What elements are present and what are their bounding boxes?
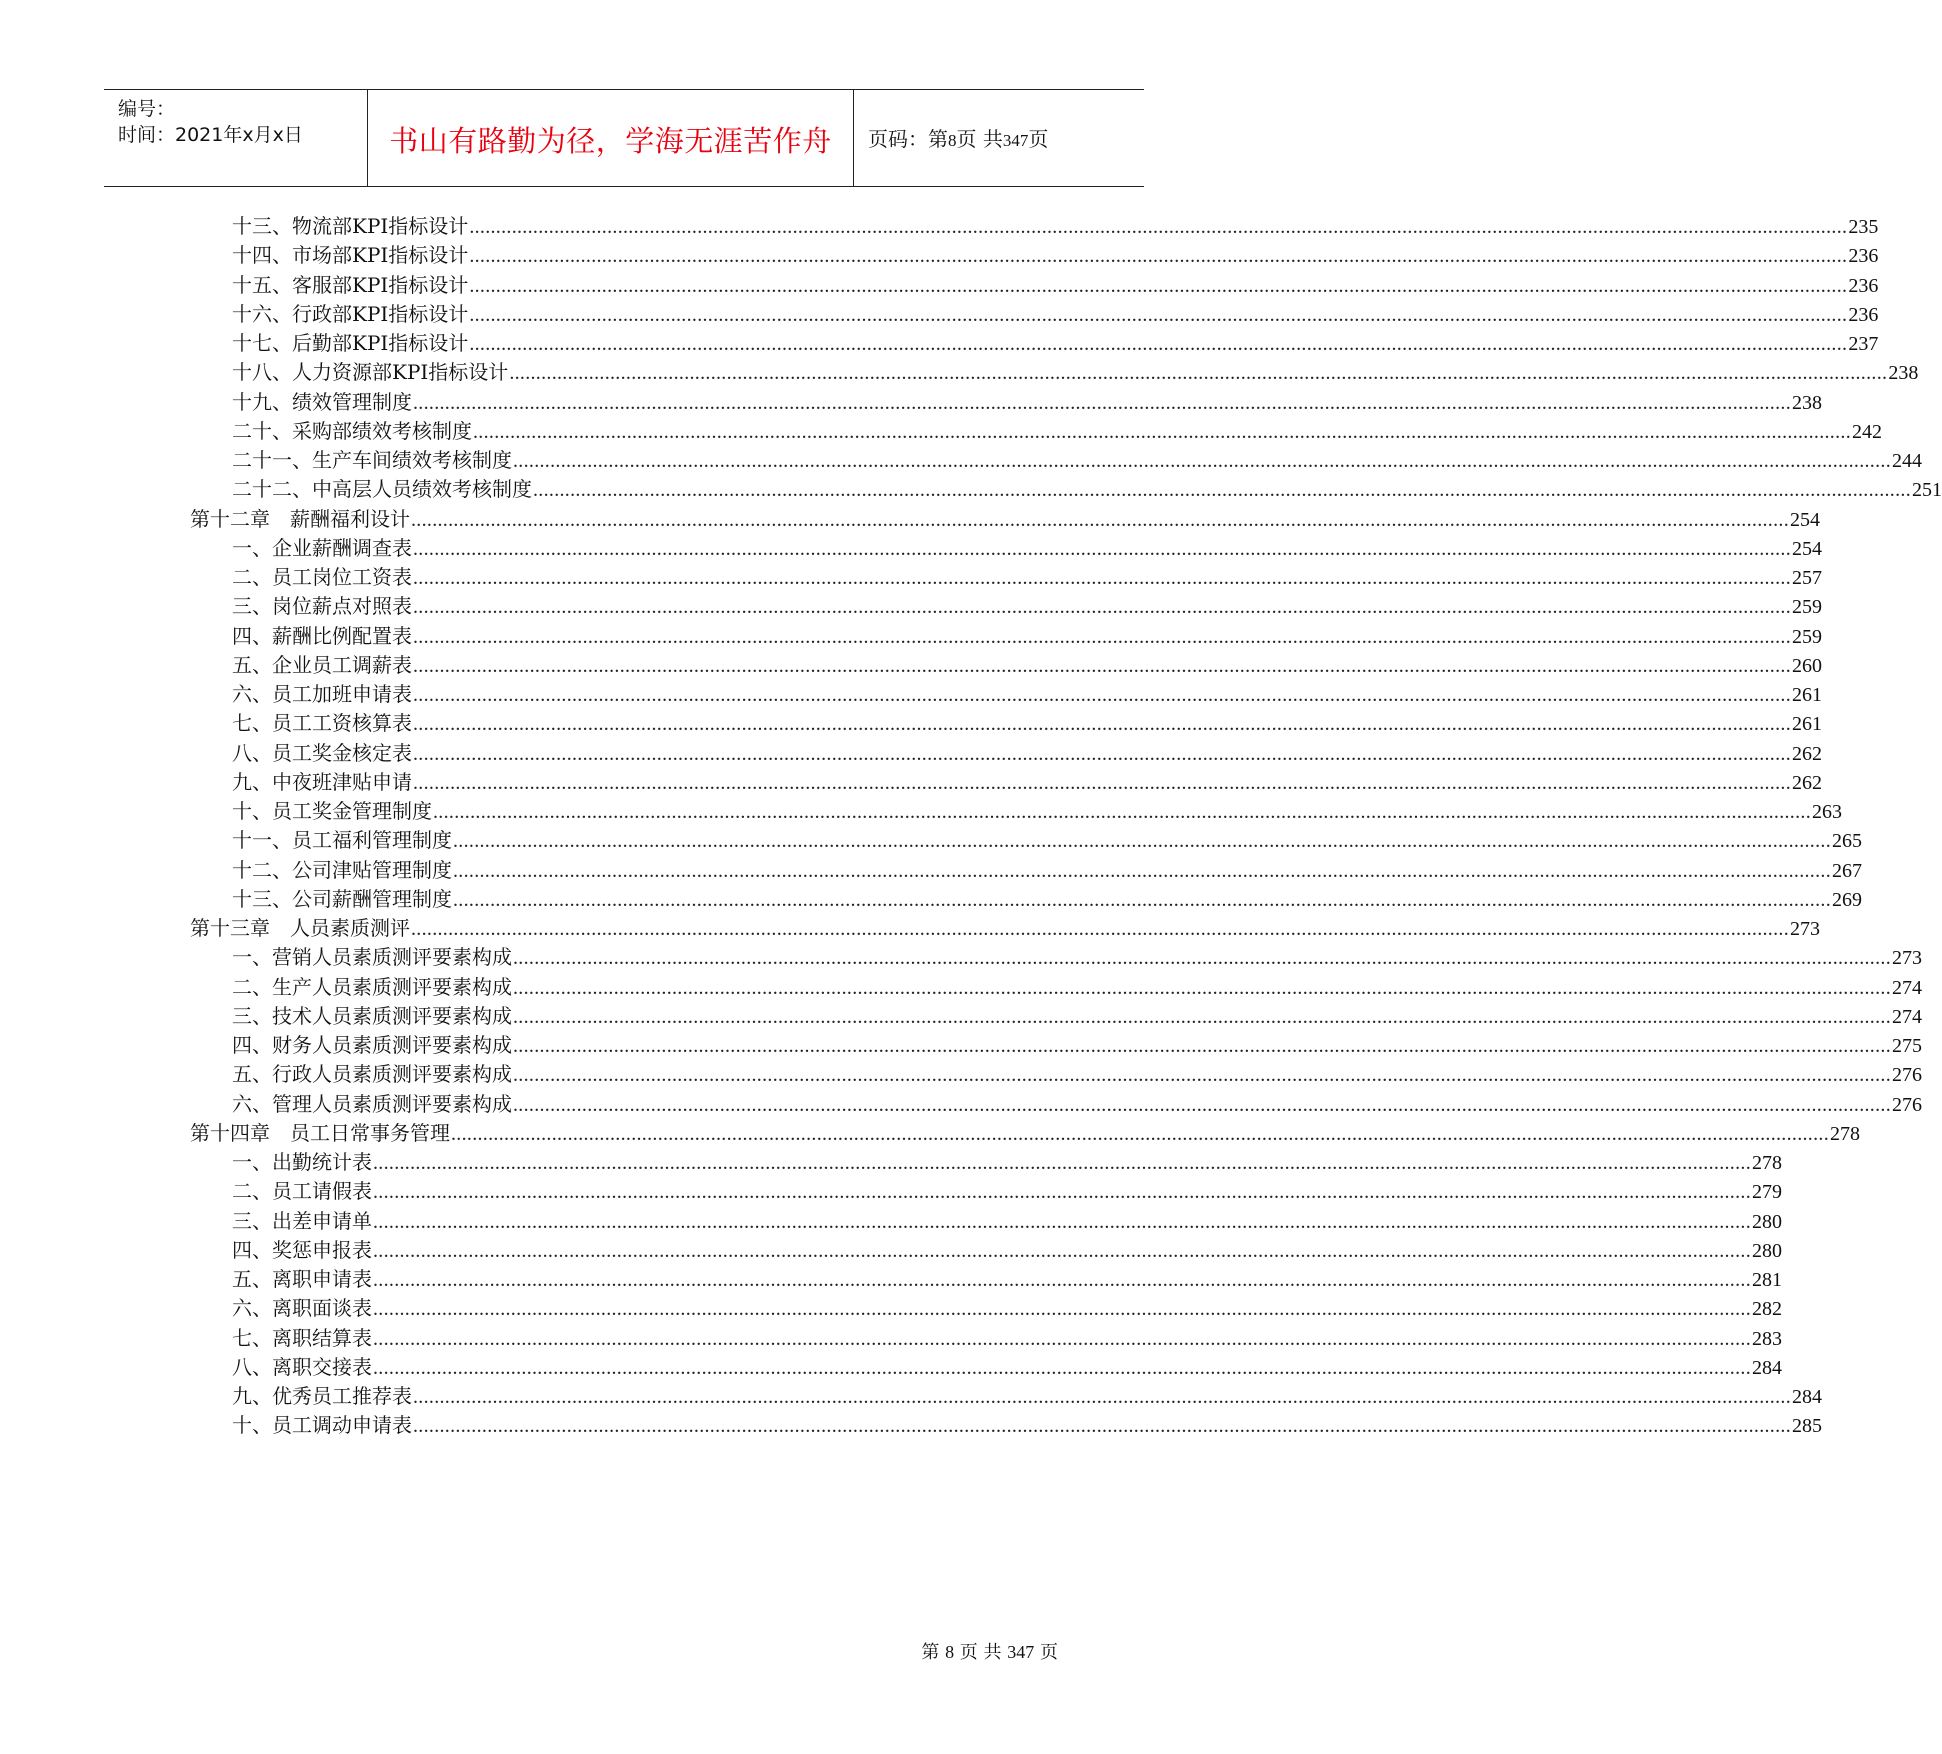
toc-dot-leader: .................................................................................................................................................................................................................................................................... bbox=[413, 742, 1791, 765]
toc-dot-leader: .................................................................................................................................................................................................................................................................... bbox=[453, 859, 1831, 882]
toc-dot-leader: .................................................................................................................................................................................................................................................................... bbox=[469, 245, 1848, 268]
toc-section-entry[interactable] bbox=[232, 709, 1822, 737]
toc-chapter-entry[interactable] bbox=[190, 505, 1820, 533]
toc-entry-label: 十七、后勤部KPI指标设计 bbox=[232, 331, 469, 355]
toc-entry-label: 一、营销人员素质测评要素构成 bbox=[232, 945, 512, 970]
toc-dot-leader: .................................................................................................................................................................................................................................................................... bbox=[373, 1269, 1751, 1291]
toc-section-entry[interactable] bbox=[232, 680, 1822, 708]
toc-entry-label: 十四、市场部KPI指标设计 bbox=[232, 243, 469, 268]
toc-section-entry[interactable] bbox=[232, 797, 1842, 825]
toc-section-entry[interactable] bbox=[232, 534, 1822, 562]
toc-section-entry[interactable] bbox=[232, 1002, 1922, 1030]
toc-entry-page-number: 273 bbox=[1790, 918, 1820, 940]
toc-entry-label: 二十二、中高层人员绩效考核制度 bbox=[232, 477, 532, 502]
toc-entry-label: 一、出勤统计表 bbox=[232, 1150, 372, 1174]
toc-section-entry[interactable] bbox=[232, 563, 1822, 591]
header-motto-cell bbox=[368, 90, 854, 186]
toc-dot-leader: .................................................................................................................................................................................................................................................................... bbox=[413, 1415, 1791, 1438]
toc-entry-label: 十、员工调动申请表 bbox=[232, 1413, 412, 1438]
toc-entry-label: 三、技术人员素质测评要素构成 bbox=[232, 1003, 512, 1028]
toc-entry-page-number: 236 bbox=[1848, 245, 1879, 268]
header-meta-cell bbox=[104, 90, 368, 186]
toc-section-entry[interactable] bbox=[232, 943, 1922, 971]
toc-entry-label: 十三、物流部KPI指标设计 bbox=[232, 214, 469, 238]
toc-section-entry[interactable] bbox=[232, 271, 1879, 299]
toc-dot-leader: .................................................................................................................................................................................................................................................................... bbox=[413, 391, 1791, 414]
toc-entry-label: 九、中夜班津贴申请 bbox=[232, 769, 412, 794]
toc-entry-page-number: 262 bbox=[1792, 742, 1822, 765]
toc-dot-leader: .................................................................................................................................................................................................................................................................... bbox=[373, 1181, 1751, 1204]
toc-dot-leader: .................................................................................................................................................................................................................................................................... bbox=[453, 888, 1831, 911]
toc-entry-page-number: 274 bbox=[1892, 976, 1922, 999]
page-header bbox=[104, 89, 1144, 187]
toc-dot-leader: .................................................................................................................................................................................................................................................................... bbox=[373, 1152, 1751, 1174]
toc-entry-page-number: 235 bbox=[1848, 216, 1879, 238]
toc-entry-page-number: 263 bbox=[1812, 801, 1842, 823]
header-page-suffix: 页 bbox=[1028, 127, 1049, 151]
document-time-label: 时间：2021年x月x日 bbox=[118, 124, 303, 146]
toc-dot-leader: .................................................................................................................................................................................................................................................................... bbox=[413, 625, 1791, 648]
header-page-prefix: 页码：第 bbox=[868, 127, 948, 151]
footer-suffix: 页 bbox=[1040, 1642, 1058, 1663]
toc-dot-leader: .................................................................................................................................................................................................................................................................... bbox=[513, 947, 1891, 970]
toc-entry-label: 八、员工奖金核定表 bbox=[232, 740, 412, 765]
toc-section-entry[interactable] bbox=[232, 1353, 1782, 1381]
toc-entry-page-number: 242 bbox=[1852, 420, 1882, 443]
toc-section-entry[interactable] bbox=[232, 1177, 1782, 1205]
toc-dot-leader: .................................................................................................................................................................................................................................................................... bbox=[513, 450, 1891, 472]
toc-entry-page-number: 265 bbox=[1832, 830, 1862, 853]
toc-dot-leader: .................................................................................................................................................................................................................................................................... bbox=[469, 303, 1848, 326]
toc-entry-page-number: 280 bbox=[1752, 1210, 1782, 1233]
toc-section-entry[interactable] bbox=[232, 329, 1879, 357]
toc-entry-label: 三、出差申请单 bbox=[232, 1208, 372, 1233]
toc-entry-label: 二、员工岗位工资表 bbox=[232, 565, 412, 589]
toc-entry-page-number: 236 bbox=[1848, 274, 1879, 297]
toc-dot-leader: .................................................................................................................................................................................................................................................................... bbox=[413, 684, 1791, 706]
toc-entry-label: 第十三章 人员素质测评 bbox=[190, 916, 410, 940]
toc-entry-page-number: 274 bbox=[1892, 1005, 1922, 1028]
toc-entry-page-number: 261 bbox=[1792, 684, 1822, 706]
toc-entry-page-number: 276 bbox=[1892, 1093, 1922, 1116]
toc-entry-label: 四、薪酬比例配置表 bbox=[232, 623, 412, 648]
header-motto: 书山有路勤为径，学海无涯苦作舟 bbox=[389, 124, 832, 158]
toc-dot-leader: .................................................................................................................................................................................................................................................................... bbox=[533, 479, 1911, 502]
toc-section-entry[interactable] bbox=[232, 1207, 1782, 1235]
toc-dot-leader: .................................................................................................................................................................................................................................................................... bbox=[373, 1239, 1751, 1262]
toc-dot-leader: .................................................................................................................................................................................................................................................................... bbox=[373, 1327, 1751, 1350]
toc-section-entry[interactable] bbox=[232, 212, 1879, 240]
toc-dot-leader: .................................................................................................................................................................................................................................................................... bbox=[373, 1298, 1751, 1321]
toc-entry-label: 五、行政人员素质测评要素构成 bbox=[232, 1062, 512, 1087]
header-page-total: 347 bbox=[1002, 131, 1029, 150]
toc-section-entry[interactable] bbox=[232, 446, 1922, 474]
toc-entry-page-number: 278 bbox=[1830, 1122, 1860, 1145]
toc-entry-page-number: 260 bbox=[1792, 654, 1822, 677]
toc-entry-page-number: 284 bbox=[1752, 1356, 1782, 1379]
page-footer bbox=[0, 1638, 1058, 1664]
toc-entry-label: 十三、公司薪酬管理制度 bbox=[232, 886, 452, 911]
toc-entry-page-number: 283 bbox=[1752, 1327, 1782, 1350]
toc-entry-label: 五、离职申请表 bbox=[232, 1267, 372, 1291]
toc-section-entry[interactable] bbox=[232, 739, 1822, 767]
toc-section-entry[interactable] bbox=[232, 241, 1879, 269]
toc-entry-page-number: 267 bbox=[1832, 859, 1862, 882]
toc-entry-page-number: 282 bbox=[1752, 1298, 1782, 1321]
toc-entry-label: 八、离职交接表 bbox=[232, 1354, 372, 1379]
toc-entry-label: 一、企业薪酬调查表 bbox=[232, 535, 412, 560]
toc-entry-label: 四、财务人员素质测评要素构成 bbox=[232, 1033, 512, 1057]
toc-section-entry[interactable] bbox=[232, 1090, 1922, 1118]
toc-dot-leader: .................................................................................................................................................................................................................................................................... bbox=[413, 567, 1791, 589]
toc-dot-leader: .................................................................................................................................................................................................................................................................... bbox=[469, 216, 1848, 238]
toc-entry-label: 三、岗位薪点对照表 bbox=[232, 594, 412, 619]
toc-dot-leader: .................................................................................................................................................................................................................................................................... bbox=[469, 333, 1848, 355]
toc-entry-page-number: 279 bbox=[1752, 1181, 1782, 1204]
toc-section-entry[interactable] bbox=[232, 856, 1862, 884]
toc-section-entry[interactable] bbox=[232, 1324, 1782, 1352]
toc-dot-leader: .................................................................................................................................................................................................................................................................... bbox=[473, 420, 1851, 443]
toc-section-entry[interactable] bbox=[232, 651, 1822, 679]
toc-dot-leader: .................................................................................................................................................................................................................................................................... bbox=[513, 1064, 1891, 1087]
toc-entry-page-number: 280 bbox=[1752, 1239, 1782, 1262]
toc-section-entry[interactable] bbox=[232, 300, 1879, 328]
toc-entry-label: 五、企业员工调薪表 bbox=[232, 652, 412, 677]
toc-entry-label: 四、奖惩申报表 bbox=[232, 1237, 372, 1262]
toc-entry-page-number: 237 bbox=[1848, 333, 1879, 355]
toc-dot-leader: .................................................................................................................................................................................................................................................................... bbox=[411, 918, 1789, 940]
footer-page-current: 8 bbox=[945, 1642, 955, 1662]
toc-entry-page-number: 238 bbox=[1888, 362, 1919, 385]
toc-entry-label: 十八、人力资源部KPI指标设计 bbox=[232, 360, 509, 385]
toc-section-entry[interactable] bbox=[232, 388, 1822, 416]
toc-section-entry[interactable] bbox=[232, 417, 1882, 445]
header-page-mid: 页 共 bbox=[956, 127, 1003, 151]
toc-entry-label: 十一、员工福利管理制度 bbox=[232, 828, 452, 853]
toc-section-entry[interactable] bbox=[232, 1411, 1822, 1439]
toc-section-entry[interactable] bbox=[232, 885, 1862, 913]
toc-entry-label: 九、优秀员工推荐表 bbox=[232, 1384, 412, 1408]
toc-dot-leader: .................................................................................................................................................................................................................................................................... bbox=[513, 1093, 1891, 1116]
toc-section-entry[interactable] bbox=[232, 973, 1922, 1001]
toc-dot-leader: .................................................................................................................................................................................................................................................................... bbox=[413, 771, 1791, 794]
footer-page-total: 347 bbox=[1007, 1642, 1035, 1662]
toc-dot-leader: .................................................................................................................................................................................................................................................................... bbox=[413, 654, 1791, 677]
toc-entry-label: 二十、采购部绩效考核制度 bbox=[232, 418, 472, 443]
header-page-cell bbox=[854, 90, 1144, 186]
toc-entry-label: 七、离职结算表 bbox=[232, 1325, 372, 1350]
toc-chapter-entry[interactable] bbox=[190, 1119, 1860, 1147]
toc-entry-label: 十五、客服部KPI指标设计 bbox=[232, 272, 469, 297]
toc-section-entry[interactable] bbox=[232, 1060, 1922, 1088]
toc-section-entry[interactable] bbox=[232, 1265, 1782, 1293]
toc-dot-leader: .................................................................................................................................................................................................................................................................... bbox=[433, 801, 1811, 823]
toc-dot-leader: .................................................................................................................................................................................................................................................................... bbox=[413, 713, 1791, 736]
toc-entry-page-number: 238 bbox=[1792, 391, 1822, 414]
toc-entry-page-number: 285 bbox=[1792, 1415, 1822, 1438]
footer-page-mid: 页 共 bbox=[959, 1642, 1002, 1663]
toc-dot-leader: .................................................................................................................................................................................................................................................................... bbox=[373, 1210, 1751, 1233]
toc-section-entry[interactable] bbox=[232, 358, 1919, 386]
toc-entry-label: 十二、公司津贴管理制度 bbox=[232, 857, 452, 882]
toc-entry-page-number: 278 bbox=[1752, 1152, 1782, 1174]
toc-entry-label: 第十二章 薪酬福利设计 bbox=[190, 506, 410, 531]
toc-entry-page-number: 281 bbox=[1752, 1269, 1782, 1291]
toc-entry-label: 六、离职面谈表 bbox=[232, 1296, 372, 1321]
toc-section-entry[interactable] bbox=[232, 768, 1822, 796]
toc-section-entry[interactable] bbox=[232, 622, 1822, 650]
toc-dot-leader: .................................................................................................................................................................................................................................................................... bbox=[453, 830, 1831, 853]
toc-entry-page-number: 257 bbox=[1792, 567, 1822, 589]
toc-entry-page-number: 259 bbox=[1792, 625, 1822, 648]
toc-section-entry[interactable] bbox=[232, 1236, 1782, 1264]
toc-section-entry[interactable] bbox=[232, 1031, 1922, 1059]
toc-entry-label: 二十一、生产车间绩效考核制度 bbox=[232, 448, 512, 472]
toc-entry-page-number: 262 bbox=[1792, 771, 1822, 794]
toc-entry-label: 七、员工工资核算表 bbox=[232, 711, 412, 736]
toc-entry-label: 第十四章 员工日常事务管理 bbox=[190, 1120, 450, 1145]
toc-entry-label: 十九、绩效管理制度 bbox=[232, 389, 412, 414]
toc-section-entry[interactable] bbox=[232, 826, 1862, 854]
toc-entry-page-number: 244 bbox=[1892, 450, 1922, 472]
toc-dot-leader: .................................................................................................................................................................................................................................................................... bbox=[411, 508, 1789, 531]
footer-prefix: 第 bbox=[921, 1642, 940, 1663]
toc-entry-label: 十、员工奖金管理制度 bbox=[232, 799, 432, 823]
toc-entry-page-number: 273 bbox=[1892, 947, 1922, 970]
document-number-label: 编号： bbox=[118, 98, 176, 120]
toc-section-entry[interactable] bbox=[232, 1382, 1822, 1410]
toc-entry-page-number: 276 bbox=[1892, 1064, 1922, 1087]
header-page-code bbox=[868, 123, 1048, 152]
toc-entry-page-number: 261 bbox=[1792, 713, 1822, 736]
toc-dot-leader: .................................................................................................................................................................................................................................................................... bbox=[513, 1035, 1891, 1057]
toc-entry-page-number: 251 bbox=[1912, 479, 1942, 502]
toc-entry-label: 十六、行政部KPI指标设计 bbox=[232, 301, 469, 326]
toc-section-entry[interactable] bbox=[232, 1148, 1782, 1176]
toc-entry-page-number: 275 bbox=[1892, 1035, 1922, 1057]
toc-entry-label: 二、生产人员素质测评要素构成 bbox=[232, 974, 512, 999]
toc-dot-leader: .................................................................................................................................................................................................................................................................... bbox=[413, 1386, 1791, 1408]
toc-entry-page-number: 236 bbox=[1848, 303, 1879, 326]
toc-chapter-entry[interactable] bbox=[190, 914, 1820, 942]
toc-dot-leader: .................................................................................................................................................................................................................................................................... bbox=[373, 1356, 1751, 1379]
toc-dot-leader: .................................................................................................................................................................................................................................................................... bbox=[469, 274, 1848, 297]
toc-dot-leader: .................................................................................................................................................................................................................................................................... bbox=[413, 537, 1791, 560]
toc-entry-page-number: 259 bbox=[1792, 596, 1822, 619]
toc-dot-leader: .................................................................................................................................................................................................................................................................... bbox=[413, 596, 1791, 619]
toc-dot-leader: .................................................................................................................................................................................................................................................................... bbox=[513, 976, 1891, 999]
toc-section-entry[interactable] bbox=[232, 475, 1942, 503]
toc-entry-label: 六、管理人员素质测评要素构成 bbox=[232, 1091, 512, 1116]
toc-dot-leader: .................................................................................................................................................................................................................................................................... bbox=[513, 1005, 1891, 1028]
toc-entry-page-number: 254 bbox=[1792, 537, 1822, 560]
toc-entry-label: 六、员工加班申请表 bbox=[232, 682, 412, 706]
toc-entry-page-number: 254 bbox=[1790, 508, 1820, 531]
header-page-current: 8 bbox=[948, 131, 957, 150]
toc-entry-label: 二、员工请假表 bbox=[232, 1179, 372, 1204]
toc-dot-leader: .................................................................................................................................................................................................................................................................... bbox=[509, 362, 1888, 385]
toc-section-entry[interactable] bbox=[232, 1294, 1782, 1322]
toc-dot-leader: .................................................................................................................................................................................................................................................................... bbox=[451, 1122, 1829, 1145]
toc-entry-page-number: 269 bbox=[1832, 888, 1862, 911]
toc-section-entry[interactable] bbox=[232, 592, 1822, 620]
toc-entry-page-number: 284 bbox=[1792, 1386, 1822, 1408]
